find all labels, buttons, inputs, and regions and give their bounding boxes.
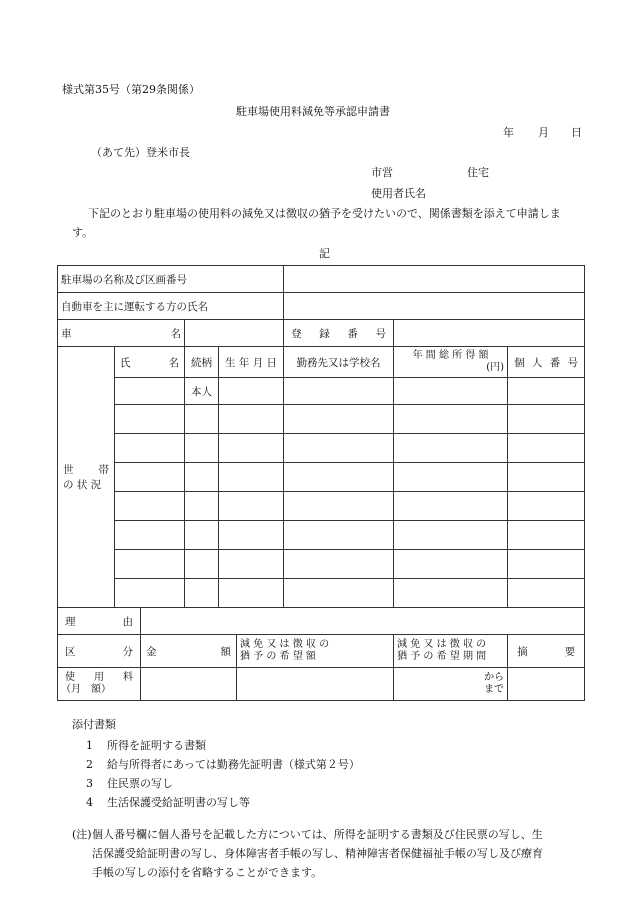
- household-income-cell[interactable]: [394, 579, 508, 608]
- col-birth-header: 生 年 月 日: [219, 347, 284, 378]
- household-income-cell[interactable]: [394, 492, 508, 521]
- reduction-period-label: 減 免 又 は 徴 収 の 猶 予 の 希 望 期 間: [394, 635, 508, 668]
- household-birth-cell[interactable]: [219, 521, 284, 550]
- household-row: [58, 579, 585, 608]
- household-birth-cell[interactable]: [219, 405, 284, 434]
- form-number: 様式第35号（第29条関係）: [62, 83, 200, 96]
- household-name-cell[interactable]: [115, 378, 185, 405]
- user-name-label: 使用者氏名: [371, 187, 426, 200]
- registration-label: 登 録 番 号: [284, 320, 394, 347]
- reason-label: 理 由: [58, 608, 141, 635]
- driver-name-field[interactable]: [284, 293, 585, 320]
- parking-name-field[interactable]: [284, 266, 585, 293]
- date-day: 日: [571, 126, 582, 139]
- household-row: [58, 405, 585, 434]
- household-row: [58, 463, 585, 492]
- household-name-cell[interactable]: [115, 405, 185, 434]
- reduction-amount-label: 減 免 又 は 徴 収 の 猶 予 の 希 望 額: [237, 635, 394, 668]
- household-work-cell[interactable]: [284, 521, 394, 550]
- household-birth-cell[interactable]: [219, 378, 284, 405]
- household-row: [58, 492, 585, 521]
- household-work-cell[interactable]: [284, 492, 394, 521]
- household-relation-cell[interactable]: [185, 405, 219, 434]
- household-name-cell[interactable]: [115, 579, 185, 608]
- page-title: 駐車場使用料減免等承認申請書: [236, 105, 390, 118]
- household-relation-cell[interactable]: [185, 434, 219, 463]
- household-work-cell[interactable]: [284, 579, 394, 608]
- household-personal-number-cell[interactable]: [508, 492, 585, 521]
- date-year: 年: [503, 126, 514, 139]
- household-work-cell[interactable]: [284, 405, 394, 434]
- col-personal-number-header: 個 人 番 号: [508, 347, 585, 378]
- col-name-header: 氏 名: [115, 347, 185, 378]
- attachment-item: 1 所得を証明する書類: [86, 739, 206, 752]
- date-month: 月: [538, 126, 549, 139]
- note-line-3: 手帳の写しの添付を省略することができます。: [92, 866, 323, 879]
- note-line-1: 個人番号欄に個人番号を記載した方については、所得を証明する書類及び住民票の写し、生: [92, 828, 543, 841]
- household-income-cell[interactable]: [394, 378, 508, 405]
- household-income-cell[interactable]: [394, 434, 508, 463]
- household-income-cell[interactable]: [394, 463, 508, 492]
- reduction-amount-field[interactable]: [237, 668, 394, 701]
- addressee: （あて先）登米市長: [91, 146, 190, 159]
- household-name-cell[interactable]: [115, 550, 185, 579]
- household-income-cell[interactable]: [394, 550, 508, 579]
- remarks-field[interactable]: [508, 668, 585, 701]
- household-name-cell[interactable]: [115, 463, 185, 492]
- household-relation-cell[interactable]: [185, 521, 219, 550]
- household-work-cell[interactable]: [284, 550, 394, 579]
- household-relation-cell[interactable]: [185, 550, 219, 579]
- household-birth-cell[interactable]: [219, 463, 284, 492]
- reason-field[interactable]: [141, 608, 585, 635]
- parking-name-label: 駐車場の名称及び区画番号: [58, 266, 284, 293]
- application-table: [57, 265, 585, 701]
- household-name-cell[interactable]: [115, 492, 185, 521]
- household-personal-number-cell[interactable]: [508, 521, 585, 550]
- reduction-period-field[interactable]: [394, 668, 508, 701]
- household-personal-number-cell[interactable]: [508, 579, 585, 608]
- col-work-header: 勤務先又は学校名: [284, 347, 394, 378]
- household-name-cell[interactable]: [115, 434, 185, 463]
- household-birth-cell[interactable]: [219, 434, 284, 463]
- household-personal-number-cell[interactable]: [508, 405, 585, 434]
- household-relation-cell[interactable]: [185, 579, 219, 608]
- body-text-line2: す。: [72, 226, 94, 239]
- household-personal-number-cell[interactable]: [508, 550, 585, 579]
- household-personal-number-cell[interactable]: [508, 434, 585, 463]
- household-income-cell[interactable]: [394, 521, 508, 550]
- household-row: [58, 521, 585, 550]
- remarks-label: 摘 要: [508, 635, 585, 668]
- household-relation-cell[interactable]: [185, 492, 219, 521]
- fee-label: 使 用 料 （月 額）: [58, 668, 141, 701]
- amount-field[interactable]: [141, 668, 237, 701]
- household-birth-cell[interactable]: [219, 579, 284, 608]
- ki-label: 記: [319, 247, 330, 260]
- household-income-cell[interactable]: [394, 405, 508, 434]
- body-text-line1: 下記のとおり駐車場の使用料の減免又は徴収の猶予を受けたいので、関係書類を添えて申請しま: [88, 207, 561, 220]
- attachment-item: 2 給与所得者にあっては勤務先証明書（様式第２号）: [86, 758, 360, 771]
- household-row: [58, 550, 585, 579]
- household-label: 世 帯 の 状 況: [58, 347, 115, 608]
- col-relation-header: 続柄: [185, 347, 219, 378]
- registration-field[interactable]: [394, 320, 585, 347]
- car-name-label: 車 名: [58, 320, 185, 347]
- car-name-field[interactable]: [185, 320, 284, 347]
- household-personal-number-cell[interactable]: [508, 378, 585, 405]
- amount-label: 金 額: [141, 635, 237, 668]
- household-work-cell[interactable]: [284, 434, 394, 463]
- note-label: (注): [72, 828, 92, 841]
- household-birth-cell[interactable]: [219, 492, 284, 521]
- attachment-item: 3 住民票の写し: [86, 777, 173, 790]
- note-line-2: 活保護受給証明書の写し、身体障害者手帳の写し、精神障害者保健福祉手帳の写し及び療育: [92, 847, 543, 860]
- household-work-cell[interactable]: [284, 378, 394, 405]
- household-birth-cell[interactable]: [219, 550, 284, 579]
- household-relation-cell[interactable]: [185, 463, 219, 492]
- household-row: [58, 434, 585, 463]
- household-personal-number-cell[interactable]: [508, 463, 585, 492]
- from-label: から: [484, 672, 505, 683]
- attachments-heading: 添付書類: [72, 718, 116, 731]
- col-income-header: 年 間 総 所 得 額 (円): [394, 347, 508, 378]
- housing-type-house: 住宅: [467, 166, 489, 179]
- household-name-cell[interactable]: [115, 521, 185, 550]
- housing-type-city: 市営: [371, 166, 393, 179]
- self-label: 本人: [185, 378, 219, 405]
- category-label: 区 分: [58, 635, 141, 668]
- household-work-cell[interactable]: [284, 463, 394, 492]
- to-label: まで: [484, 684, 505, 695]
- attachment-item: 4 生活保護受給証明書の写し等: [86, 796, 250, 809]
- driver-name-label: 自動車を主に運転する方の氏名: [58, 293, 284, 320]
